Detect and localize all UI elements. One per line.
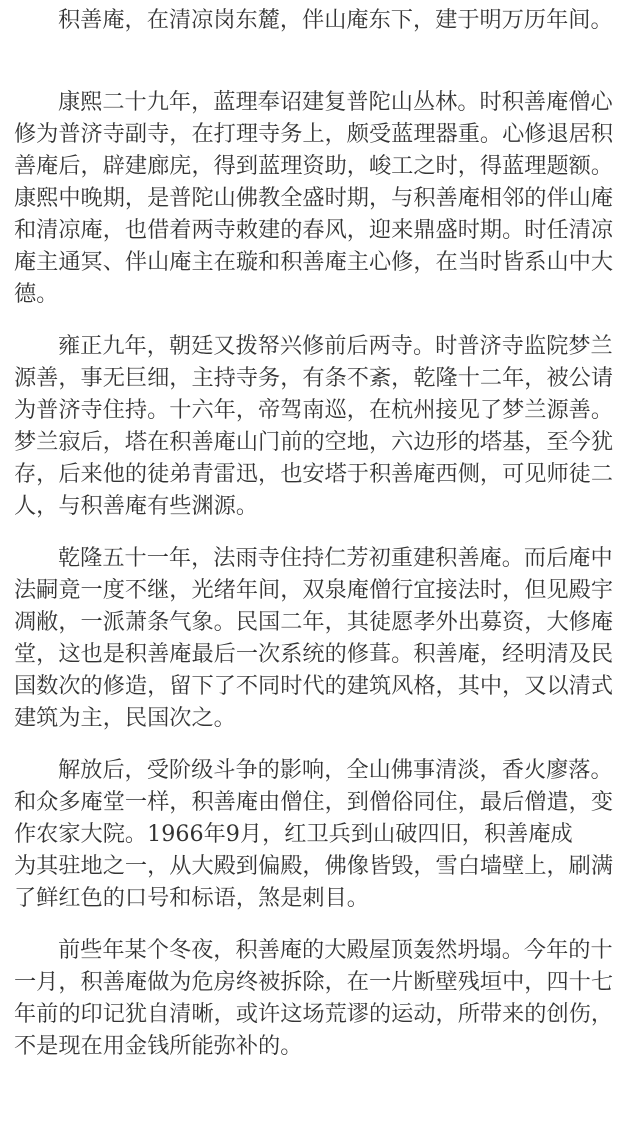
text-line: 堂，这也是积善庵最后一次系统的修葺。积善庵，经明清及民	[14, 641, 614, 667]
text-line: 国数次的修造，留下了不同时代的建筑风格，其中，又以清式	[14, 673, 614, 699]
text-line: 源善，事无巨细，主持寺务，有条不紊，乾隆十二年，被公请	[14, 365, 614, 391]
text-line: 了鲜红色的口号和标语，煞是刺目。	[14, 885, 369, 911]
text-line: 和清凉庵，也借着两寺敕建的春风，迎来鼎盛时期。时任清凉	[14, 217, 614, 243]
text-line: 庵主通冥、伴山庵主在璇和积善庵主心修，在当时皆系山中大	[14, 249, 614, 275]
text-line: 乾隆五十一年，法雨寺住持仁芳初重建积善庵。而后庵中	[58, 545, 613, 571]
text-line: 为其驻地之一，从大殿到偏殿，佛像皆毁，雪白墙壁上，刷满	[14, 853, 614, 879]
text-line: 和众多庵堂一样，积善庵由僧住，到僧俗同住，最后僧遣，变	[14, 789, 614, 815]
text-line: 雍正九年，朝廷又拨帑兴修前后两寺。时普济寺监院梦兰	[58, 333, 613, 359]
text-line: 作农家大院。1966年9月，红卫兵到山破四旧，积善庵成	[14, 821, 573, 847]
text-line: 解放后，受阶级斗争的影响，全山佛事清淡，香火廖落。	[58, 757, 613, 783]
text-line: 善庵后，辟建廊庑，得到蓝理资助，峻工之时，得蓝理题额。	[14, 153, 614, 179]
text-line: 德。	[14, 281, 59, 307]
text-line: 一月，积善庵做为危房终被拆除，在一片断壁残垣中，四十七	[14, 969, 614, 995]
text-line: 存，后来他的徒弟青雷迅，也安塔于积善庵西侧，可见师徒二	[14, 461, 614, 487]
text-line: 为普济寺住持。十六年，帝驾南巡，在杭州接见了梦兰源善。	[14, 397, 614, 423]
text-line: 人，与积善庵有些渊源。	[14, 493, 259, 519]
text-line: 康熙中晚期，是普陀山佛教全盛时期，与积善庵相邻的伴山庵	[14, 185, 614, 211]
text-line: 不是现在用金钱所能弥补的。	[14, 1033, 303, 1059]
text-line: 建筑为主，民国次之。	[14, 705, 236, 731]
text-line: 年前的印记犹自清晰，或许这场荒谬的运动，所带来的创伤，	[14, 1001, 614, 1027]
text-line: 法嗣竟一度不继，光绪年间，双泉庵僧行宜接法时，但见殿宇	[14, 577, 614, 603]
text-line: 修为普济寺副寺，在打理寺务上，颇受蓝理器重。心修退居积	[14, 121, 614, 147]
text-line: 凋敝，一派萧条气象。民国二年，其徒愿孝外出募资，大修庵	[14, 609, 614, 635]
text-line: 积善庵，在清凉岗东麓，伴山庵东下，建于明万历年间。	[58, 7, 613, 33]
text-line: 康熙二十九年，蓝理奉诏建复普陀山丛林。时积善庵僧心	[58, 89, 613, 115]
text-line: 梦兰寂后，塔在积善庵山门前的空地，六边形的塔基，至今犹	[14, 429, 614, 455]
text-line: 前些年某个冬夜，积善庵的大殿屋顶轰然坍塌。今年的十	[58, 937, 613, 963]
